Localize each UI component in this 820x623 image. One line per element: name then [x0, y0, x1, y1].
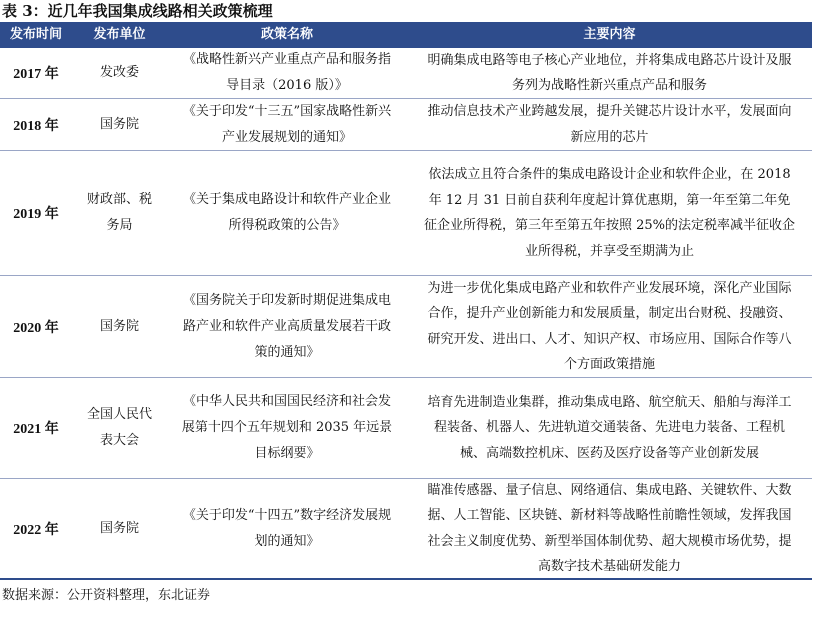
cell-unit: 财政部、税务局 [86, 192, 152, 233]
table-row [0, 151, 812, 276]
cell-year: 2020 年 [13, 320, 59, 336]
cell-content: 依法成立且符合条件的集成电路设计企业和软件企业，在 2018 年 12 月 31 日前自获利年度起计算优惠期，第一年至第二年免征企业所得税，第三年至第五年按照 25%的法定税率减半征收企业所得税，并享受至期满为止 [423, 167, 796, 259]
cell-content: 明确集成电路等电子核心产业地位，并将集成电路芯片设计及服务列为战略性新兴重点产品和服务 [427, 52, 792, 93]
cell-content: 为进一步优化集成电路产业和软件产业发展环境，深化产业国际合作，提升产业创新能力和发展质量，制定出台财税、投融资、研究开发、进出口、人才、知识产权、市场应用、国际合作等八个方面政策措施 [427, 280, 792, 372]
table-row [0, 48, 812, 99]
cell-unit: 国务院 [99, 318, 139, 334]
cell-year: 2017 年 [13, 67, 59, 82]
cell-year: 2019 年 [13, 207, 59, 222]
policy-table [0, 22, 812, 580]
cell-year: 2022 年 [13, 522, 59, 538]
table-row [0, 378, 812, 479]
cell-unit: 发改委 [99, 65, 139, 80]
cell-policy: 《国务院关于印发新时期促进集成电路产业和软件产业高质量发展若干政策的通知》 [182, 292, 391, 360]
cell-year: 2021 年 [13, 422, 59, 437]
cell-policy: 《中华人民共和国国民经济和社会发展第十四个五年规划和 2035 年远景目标纲要》 [181, 394, 393, 461]
header-content: 主要内容 [583, 27, 636, 42]
table-row [0, 276, 812, 378]
cell-policy: 《关于印发“十四五”数字经济发展规划的通知》 [182, 507, 392, 549]
table-caption: 表 3：近几年我国集成线路相关政策梳理 [2, 2, 273, 20]
cell-year: 2018 年 [13, 118, 59, 134]
cell-unit: 国务院 [99, 116, 139, 132]
table-row [0, 479, 812, 580]
table-row [0, 99, 812, 151]
cell-policy: 《关于集成电路设计和软件产业企业所得税政策的公告》 [182, 192, 391, 233]
cell-content: 培育先进制造业集群，推动集成电路、航空航天、船舶与海洋工程装备、机器人、先进轨道交通装备、先进电力装备、工程机械、高端数控机床、医药及医疗设备等产业创新发展 [427, 394, 792, 461]
cell-unit: 全国人民代表大会 [86, 407, 152, 448]
header-unit: 发布单位 [93, 27, 146, 42]
cell-policy: 《关于印发“十三五”国家战略性新兴产业发展规划的通知》 [182, 103, 392, 145]
cell-content: 推动信息技术产业跨越发展，提升关键芯片设计水平，发展面向新应用的芯片 [427, 104, 792, 145]
cell-policy: 《战略性新兴产业重点产品和服务指导目录（2016 版）》 [182, 52, 391, 93]
cell-unit: 国务院 [99, 520, 139, 536]
table-header [0, 22, 812, 48]
header-year: 发布时间 [9, 27, 62, 42]
data-source-note: 数据来源：公开资料整理，东北证券 [2, 588, 211, 603]
cell-content: 瞄准传感器、量子信息、网络通信、集成电路、关键软件、大数据、人工智能、区块链、新材料等战略性前瞻性领域，发挥我国社会主义制度优势、新型举国体制优势、超大规模市场优势，提高数字技术基础研发能力 [427, 482, 792, 574]
header-policy: 政策名称 [260, 27, 313, 42]
